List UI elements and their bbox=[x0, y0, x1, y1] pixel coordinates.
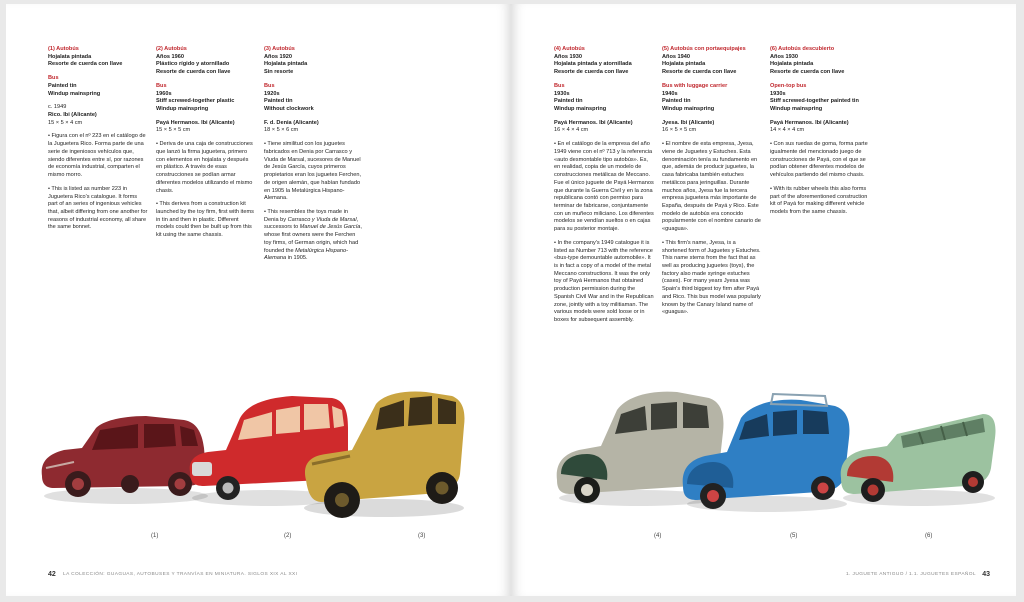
entry-title-es: (5) Autobús con portaequipajes bbox=[662, 46, 746, 52]
entry-size: 15 × 5 × 5 cm bbox=[156, 127, 191, 134]
entry-text-es: • El nombre de esta empresa, Jyesa, viene de Juguetes y Estuches. Esta denominación tenía su fundamento en que, además de producir juguetes, la casa fabricaba también estuches metálicos para jeringuillas. Durante muchos años, Jyesa fue la tercera empresa juguetera más importante de España, después de Payá y Rico. Este modelo de autobús era conocido popularmente con el nombre canario de «guagua». bbox=[662, 141, 761, 233]
entry-line: Resorte de cuerda con llave bbox=[156, 69, 231, 76]
entry-line: Without clockwork bbox=[264, 106, 314, 113]
page-number-left: 42 bbox=[48, 571, 56, 578]
entry-maker: Payá Hermanos. Ibi (Alicante) bbox=[156, 119, 235, 126]
toy-bus-3-photo bbox=[292, 384, 472, 524]
entry-line: Años 1960 bbox=[156, 53, 184, 60]
entry-line: 1930s bbox=[554, 90, 570, 97]
entry-size: 18 × 5 × 6 cm bbox=[264, 127, 299, 134]
entry-title-en: Bus bbox=[554, 82, 565, 89]
entry-title-en: Bus bbox=[156, 82, 167, 89]
entry-line: Painted tin bbox=[48, 82, 77, 89]
entry-title-en: Bus bbox=[264, 82, 275, 89]
entry-line: Plástico rígido y atornillado bbox=[156, 61, 230, 68]
entry-4 bbox=[554, 46, 654, 331]
entry-maker: F. d. Denia (Alicante) bbox=[264, 119, 319, 126]
entry-size: 14 × 4 × 4 cm bbox=[770, 127, 805, 134]
entry-text-en: • With its rubber wheels this also forms part of the aforementioned construction kit of Payá for making different vehicle models from the same chassis. bbox=[770, 185, 868, 215]
entry-size: 15 × 5 × 4 cm bbox=[48, 119, 83, 126]
entry-maker: Payá Hermanos. Ibi (Alicante) bbox=[770, 119, 849, 126]
entry-text-es: • Figura con el nº 223 en el catálogo de la Juguetera Rico. Forma parte de una serie de ingeniosos vehículos que, siendo diferentes entre sí, por razones de economía industrial, comparten el mismo morro. bbox=[48, 133, 146, 179]
entry-title-es: (6) Autobús descubierto bbox=[770, 46, 835, 52]
entry-line: Hojalata pintada bbox=[770, 61, 814, 68]
running-head-right: 1. JUGUETE ANTIGUO / 1.1. JUGUETES ESPAÑOL bbox=[846, 572, 976, 577]
entry-maker: Rico. Ibi (Alicante) bbox=[48, 112, 97, 119]
entry-text-en: • This resembles the toys made in Denia by Carrasco y Viuda de Marsal, successors to Manuel de Jesús García, whose first owners were the Ferchen toy firms, of German origin, which had founded the Metalúrgica Hispano-Alemana in 1905. bbox=[264, 208, 362, 262]
entry-line: 1920s bbox=[264, 90, 280, 97]
entry-line: Años 1940 bbox=[662, 53, 690, 60]
right-page bbox=[511, 4, 1016, 596]
entry-title-es: (2) Autobús bbox=[156, 46, 187, 52]
caption-6: (6) bbox=[925, 533, 933, 539]
entry-6 bbox=[770, 46, 870, 223]
entry-line: Resorte de cuerda con llave bbox=[48, 61, 123, 68]
entry-text-en: • In the company's 1949 catalogue it is listed as Number 713 with the reference «bus-type demountable automobile». It is in fact a copy of a model of the metal Meccano constructions. It was the only toy of Payá Hermanos that obtained production permission during the Spanish Civil War and in the Republican zone, jointly with a toy militiaman. The various models were sold loose or in boxes for subsequent assembly. bbox=[554, 239, 654, 323]
toy-bus-5-photo bbox=[675, 388, 855, 518]
entry-line: 1960s bbox=[156, 90, 172, 97]
entry-maker: Payá Hermanos. Ibi (Alicante) bbox=[554, 119, 633, 126]
entry-text-es: • Con sus ruedas de goma, forma parte igualmente del mencionado juego de construcciones de Payá, con el que se podían obtener diferentes modelos de vehículos partiendo del mismo chasis. bbox=[770, 141, 868, 179]
caption-5: (5) bbox=[790, 533, 798, 539]
entry-title-en: Open-top bus bbox=[770, 82, 807, 89]
entry-title-en: Bus with luggage carrier bbox=[662, 82, 728, 89]
entry-line: Painted tin bbox=[662, 98, 691, 105]
entry-line: Windup mainspring bbox=[554, 106, 607, 113]
entry-line: Windup mainspring bbox=[662, 106, 715, 113]
entry-2 bbox=[156, 46, 256, 246]
entry-3 bbox=[264, 46, 364, 269]
caption-1: (1) bbox=[151, 533, 159, 539]
page-number-right: 43 bbox=[982, 571, 990, 578]
entry-line: Resorte de cuerda con llave bbox=[554, 69, 629, 76]
entry-line: Años 1930 bbox=[770, 53, 798, 60]
entry-line: Resorte de cuerda con llave bbox=[770, 69, 845, 76]
entry-size: 16 × 4 × 4 cm bbox=[554, 127, 589, 134]
entry-line: 1930s bbox=[770, 90, 786, 97]
entry-5 bbox=[662, 46, 762, 323]
entry-line: Painted tin bbox=[264, 98, 293, 105]
entry-date: c. 1949 bbox=[48, 104, 67, 111]
entry-line: Años 1920 bbox=[264, 53, 292, 60]
entry-1 bbox=[48, 46, 148, 238]
entry-line: Stiff screwed-together painted tin bbox=[770, 98, 859, 105]
entry-line: Hojalata pintada bbox=[264, 61, 308, 68]
entry-title-es: (4) Autobús bbox=[554, 46, 585, 52]
entry-text-es: • Tiene similitud con los juguetes fabricados en Denia por Carrasco y Viuda de Marsal, sucesores de Manuel de Jesús García, cuyos primeros propietarios eran los juguetes Ferchen, de origen alemán, que habían fundado en 1905 la Metalúrgica Hispano-Alemana. bbox=[264, 141, 362, 202]
entry-title-es: (1) Autobús bbox=[48, 46, 79, 52]
entry-text-en: • This derives from a construction kit launched by the toy firm, first with items in tin and then in plastic. Different models could then be built up from this kit using the same chassis. bbox=[156, 201, 254, 239]
entry-text-en: • This firm's name, Jyesa, is a shortened form of Juguetes y Estuches. This name stems from the fact that as well as producing juguetes (toys), the factory also made syringe estuches (cases). For many years Jyesa was Spain's third biggest toy firm after Payá and Rico. This bus model was popularly known by the Canary Island name of «guagua». bbox=[662, 239, 761, 316]
entry-line: Windup mainspring bbox=[156, 106, 209, 113]
entry-maker: Jyesa. Ibi (Alicante) bbox=[662, 119, 715, 126]
book-spread bbox=[6, 4, 1016, 596]
entry-line: Años 1930 bbox=[554, 53, 582, 60]
entry-text-en: • This is listed as number 223 in Juguetera Rico's catalogue. It forms part of an series of ingenious vehicles that, albeit differing from one another for reasons of industrial economy, all share the same bonnet. bbox=[48, 185, 148, 231]
entry-line: Stiff screwed-together plastic bbox=[156, 98, 235, 105]
entry-line: Windup mainspring bbox=[770, 106, 823, 113]
entry-line: Windup mainspring bbox=[48, 90, 101, 97]
toy-bus-6-photo bbox=[833, 392, 1001, 512]
entry-line: Hojalata pintada bbox=[662, 61, 706, 68]
caption-3: (3) bbox=[418, 533, 426, 539]
entry-line: Hojalata pintada y atornillada bbox=[554, 61, 632, 68]
entry-line: 1940s bbox=[662, 90, 678, 97]
running-head-left: LA COLECCIÓN: GUAGUAS, AUTOBUSES Y TRANVÍAS EN MINIATURA. SIGLOS XIX AL XXI bbox=[63, 572, 298, 577]
entry-title-es: (3) Autobús bbox=[264, 46, 295, 52]
entry-text-es: • En el catálogo de la empresa del año 1949 viene con el nº 713 y la referencia «auto desmontable tipo autobús». Es, en realidad, copia de un modelo de construcciones metálicas de Meccano. Fue el único juguete de Payá Hermanos que durante la Guerra Civil y en la zona republicana contó con permiso para terminar de fabricarse, conjuntamente con un muñeco miliciano. Los diferentes modelos se vendían sueltos o en cajas para su posterior montaje. bbox=[554, 141, 654, 233]
caption-4: (4) bbox=[654, 533, 662, 539]
entry-text-es: • Deriva de una caja de construcciones que lanzó la firma juguetera, primero con elementos en hojalata y después en plástico. A través de esas construcciones se podían armar diferentes modelos utilizando el mismo chasis. bbox=[156, 141, 253, 194]
entry-size: 16 × 5 × 5 cm bbox=[662, 127, 697, 134]
entry-title-en: Bus bbox=[48, 75, 59, 82]
entry-line: Painted tin bbox=[554, 98, 583, 105]
entry-line: Sin resorte bbox=[264, 69, 294, 76]
entry-line: Hojalata pintada bbox=[48, 53, 92, 60]
entry-line: Resorte de cuerda con llave bbox=[662, 69, 737, 76]
left-page bbox=[6, 4, 511, 596]
caption-2: (2) bbox=[284, 533, 292, 539]
